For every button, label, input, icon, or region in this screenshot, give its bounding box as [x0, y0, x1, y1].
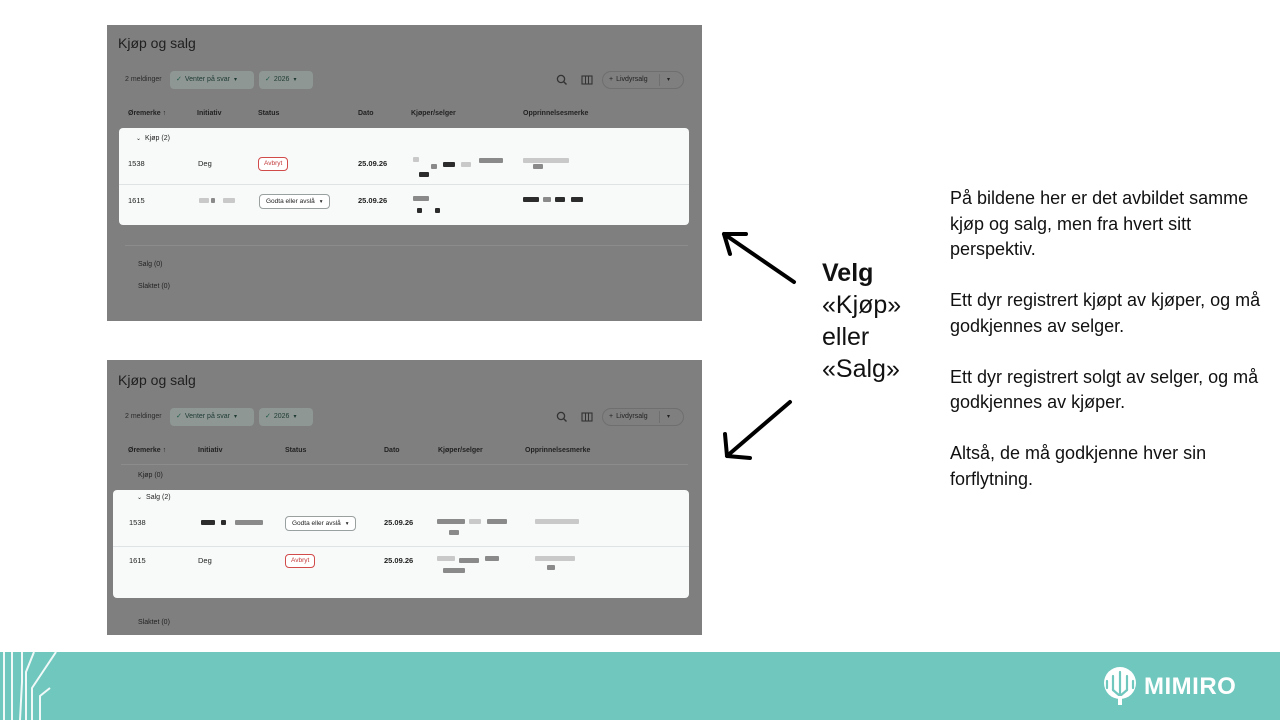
chevron-down-icon: ▾ [234, 414, 238, 420]
redacted-text [235, 520, 263, 525]
redacted-text [571, 197, 583, 202]
group-toggle-slaktet[interactable]: Slaktet (0) [138, 283, 170, 290]
redacted-text [199, 198, 209, 203]
select-value: Godta eller avslå [266, 198, 315, 205]
tree-icon [1100, 666, 1140, 706]
column-header-opprinnelsesmerke[interactable]: Opprinnelsesmerke [523, 110, 589, 117]
group-label-text: Kjøp (2) [145, 135, 170, 142]
check-icon: ✓ [265, 413, 271, 420]
message-count: 2 meldinger [125, 413, 162, 420]
redacted-text [221, 520, 226, 525]
search-icon[interactable] [555, 73, 569, 87]
plus-icon: + [609, 76, 614, 83]
column-header-initiativ[interactable]: Initiativ [198, 447, 223, 454]
redacted-text [555, 197, 565, 202]
redacted-text [437, 519, 465, 524]
columns-icon[interactable] [580, 73, 594, 87]
redacted-text [413, 157, 419, 162]
search-icon[interactable] [555, 410, 569, 424]
row-initiative: Deg [198, 159, 212, 168]
redacted-text [449, 530, 459, 535]
explanation-paragraph: Altså, de må godkjenne hver sin forflytning. [950, 443, 1207, 489]
arrow-up-left [716, 226, 800, 288]
redacted-text [543, 197, 551, 202]
callout-heading: Velg [822, 259, 874, 287]
callout-line: «Kjøp» [822, 291, 902, 319]
chevron-down-icon: ▾ [345, 521, 349, 527]
cancel-button[interactable]: Avbryt [285, 554, 315, 568]
row-id: 1538 [129, 518, 146, 527]
chevron-down-icon: ▾ [234, 77, 238, 83]
redacted-text [443, 568, 465, 573]
explanation-paragraph: Ett dyr registrert solgt av selger, og må godkjennes av kjøper. [950, 366, 1259, 412]
page-title: Kjøp og salg [118, 35, 196, 51]
column-header-opprinnelsesmerke[interactable]: Opprinnelsesmerke [525, 447, 591, 454]
redacted-text [437, 556, 455, 561]
redacted-text [461, 162, 471, 167]
group-label-text: Salg (2) [146, 494, 171, 501]
column-header-status[interactable]: Status [285, 447, 307, 454]
callout-line: eller [822, 323, 870, 351]
row-date: 25.09.26 [358, 159, 388, 168]
filter-status-label: Venter på svar [184, 413, 231, 420]
redacted-text [417, 208, 422, 213]
redacted-text [547, 565, 555, 570]
chevron-down-icon[interactable]: ▾ [667, 414, 671, 420]
column-header-dato[interactable]: Dato [358, 110, 374, 117]
group-divider [121, 464, 688, 465]
footer-bar [0, 652, 1280, 720]
group-toggle-slaktet[interactable]: Slaktet (0) [138, 619, 170, 626]
column-header-dato[interactable]: Dato [384, 447, 400, 454]
column-label: Øremerke [128, 447, 161, 454]
add-button-label: Livdyrsalg [616, 413, 648, 420]
choose-callout [822, 257, 901, 385]
screenshot-buyer-view [107, 25, 702, 321]
redacted-text [443, 162, 455, 167]
callout-line: «Salg» [822, 355, 900, 383]
approve-or-reject-select[interactable] [285, 516, 356, 531]
row-divider [119, 184, 689, 185]
check-icon: ✓ [176, 76, 182, 83]
add-livdyrsalg-button[interactable] [602, 71, 684, 89]
chevron-down-icon[interactable]: ▾ [667, 77, 671, 83]
select-value: Godta eller avslå [292, 520, 341, 527]
redacted-text [211, 198, 215, 203]
screenshot-seller-view [107, 360, 702, 635]
redacted-text [487, 519, 507, 524]
chevron-down-icon: ⌄ [137, 495, 143, 501]
redacted-text [533, 164, 543, 169]
redacted-text [419, 172, 429, 177]
row-date: 25.09.26 [384, 518, 414, 527]
redacted-text [523, 158, 569, 163]
explanation-text [950, 186, 1270, 518]
message-count: 2 meldinger [125, 76, 162, 83]
sort-arrow-icon: ↑ [162, 447, 167, 454]
add-button-label: Livdyrsalg [616, 76, 648, 83]
group-toggle-kjop[interactable]: Kjøp (0) [138, 472, 163, 479]
redacted-text [201, 520, 215, 525]
check-icon: ✓ [265, 76, 271, 83]
row-divider [113, 546, 689, 547]
redacted-text [485, 556, 499, 561]
plus-icon: + [609, 413, 614, 420]
filter-chip-status[interactable] [170, 71, 254, 89]
redacted-text [535, 519, 579, 524]
columns-icon[interactable] [580, 410, 594, 424]
column-header-initiativ[interactable]: Initiativ [197, 110, 222, 117]
row-id: 1615 [128, 196, 145, 205]
decorative-lines [0, 652, 70, 720]
explanation-paragraph: På bildene her er det avbildet samme kjøp og salg, men fra hvert sitt perspektiv. [950, 188, 1249, 259]
redacted-text [413, 196, 429, 201]
column-header-status[interactable]: Status [258, 110, 280, 117]
redacted-text [469, 519, 481, 524]
group-panel-salg [113, 490, 689, 598]
redacted-text [431, 164, 437, 169]
column-header-kjoper-selger[interactable]: Kjøper/selger [411, 110, 456, 117]
redacted-text [459, 558, 479, 563]
filter-year-label: 2026 [273, 413, 290, 420]
row-date: 25.09.26 [384, 556, 414, 565]
filter-chip-year[interactable] [259, 408, 313, 426]
button-divider [659, 411, 660, 423]
chevron-down-icon: ▾ [293, 414, 297, 420]
filter-chip-year[interactable] [259, 71, 313, 89]
cancel-button[interactable]: Avbryt [258, 157, 288, 171]
chevron-down-icon: ▾ [293, 77, 297, 83]
group-toggle-kjop[interactable] [136, 135, 170, 142]
page-title: Kjøp og salg [118, 372, 196, 388]
column-header-oremerke[interactable] [128, 110, 166, 117]
check-icon: ✓ [176, 413, 182, 420]
explanation-paragraph: Ett dyr registrert kjøpt av kjøper, og må godkjennes av selger. [950, 290, 1261, 336]
filter-status-label: Venter på svar [184, 76, 231, 83]
filter-year-label: 2026 [273, 76, 290, 83]
column-label: Øremerke [128, 110, 161, 117]
redacted-text [523, 197, 539, 202]
redacted-text [479, 158, 503, 163]
group-divider [125, 245, 688, 246]
group-toggle-salg[interactable] [137, 494, 171, 501]
row-initiative: Deg [198, 556, 212, 565]
filter-chip-status[interactable] [170, 408, 254, 426]
redacted-text [535, 556, 575, 561]
column-header-kjoper-selger[interactable]: Kjøper/selger [438, 447, 483, 454]
redacted-text [223, 198, 235, 203]
row-date: 25.09.26 [358, 196, 388, 205]
toolbar [125, 408, 685, 428]
row-id: 1538 [128, 159, 145, 168]
column-header-oremerke[interactable] [128, 447, 166, 454]
arrow-down-left [718, 396, 798, 464]
sort-arrow-icon: ↑ [162, 110, 167, 117]
row-id: 1615 [129, 556, 146, 565]
add-livdyrsalg-button[interactable] [602, 408, 684, 426]
chevron-down-icon: ⌄ [136, 136, 142, 142]
group-panel-kjop [119, 128, 689, 225]
chevron-down-icon: ▾ [319, 199, 323, 205]
toolbar [125, 71, 685, 91]
redacted-text [435, 208, 440, 213]
button-divider [659, 74, 660, 86]
approve-or-reject-select[interactable] [259, 194, 330, 209]
brand-name: MIMIRO [1144, 673, 1237, 700]
group-toggle-salg[interactable]: Salg (0) [138, 261, 163, 268]
